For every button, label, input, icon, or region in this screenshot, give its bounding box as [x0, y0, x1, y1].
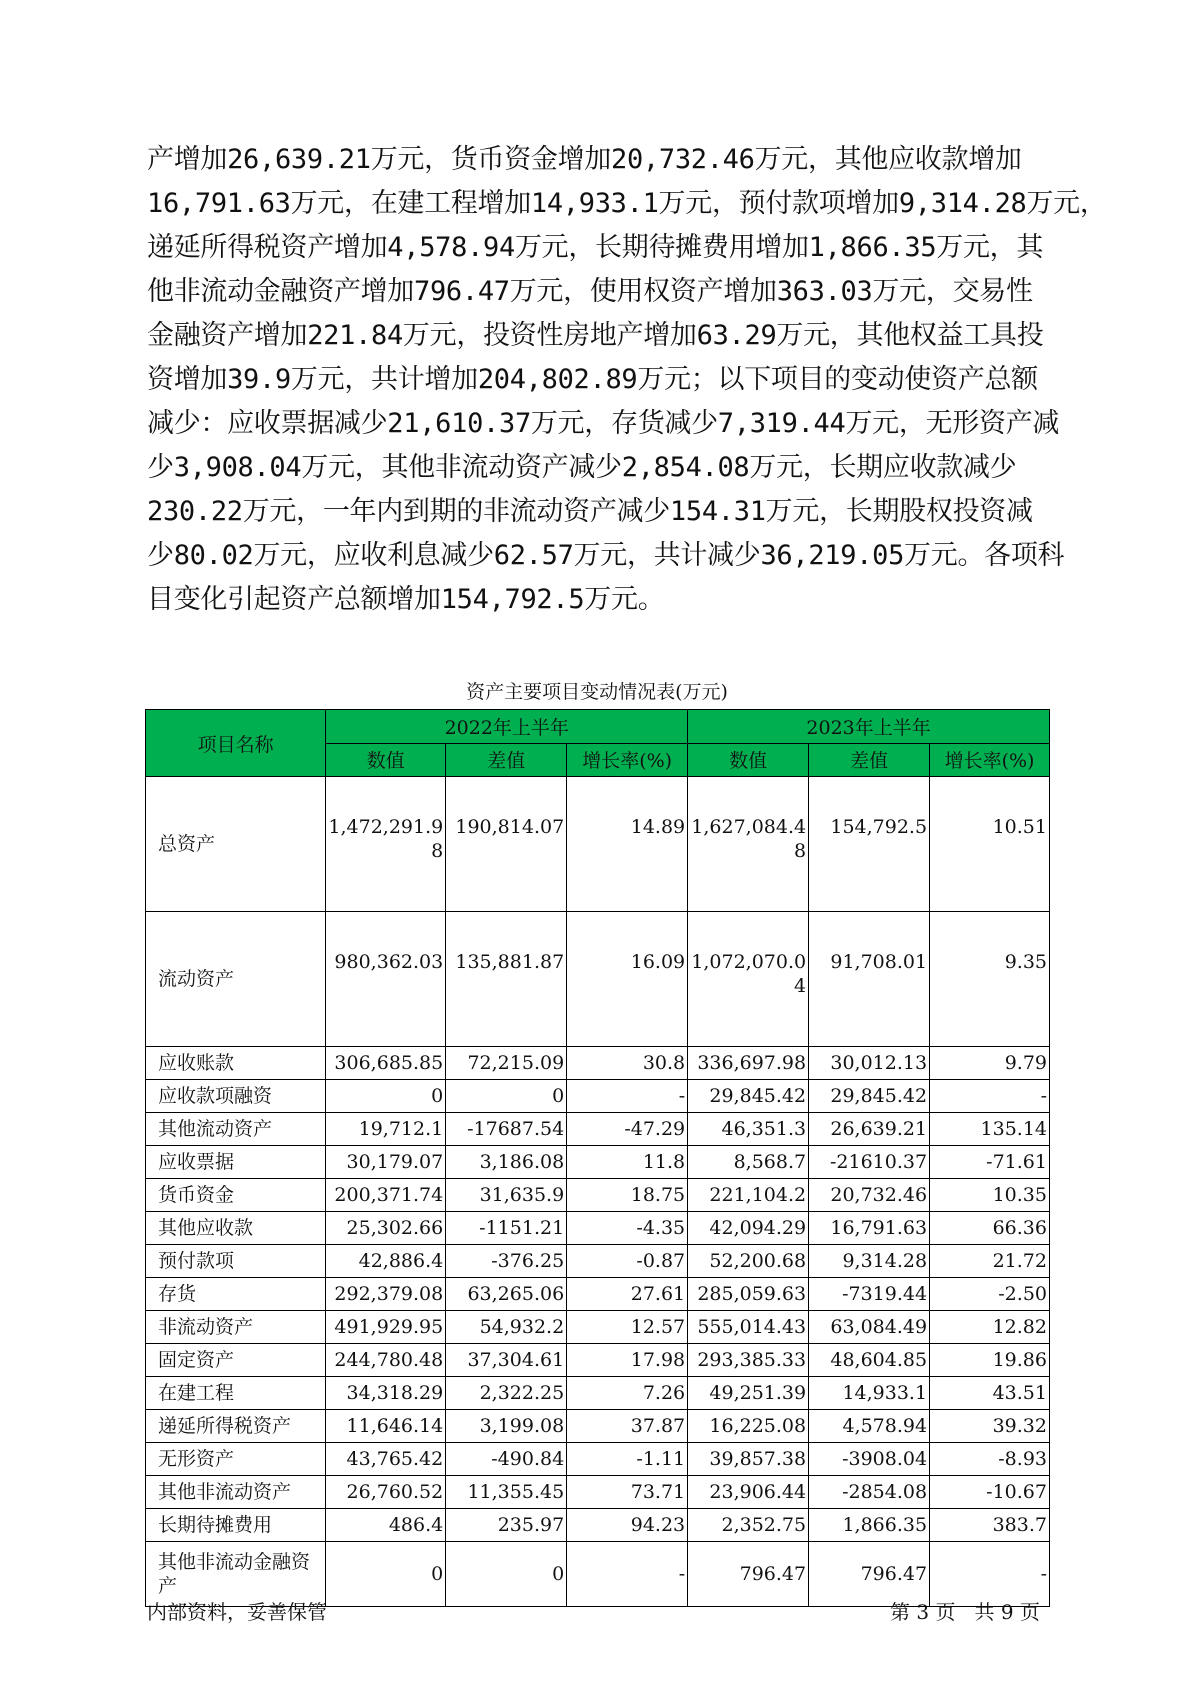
- row-name: 长期待摊费用: [146, 1509, 326, 1542]
- paragraph-line: 产增加26,639.21万元，货币资金增加20,732.46万元，其他应收款增加: [147, 144, 1022, 175]
- header-diff-2022: 差值: [446, 743, 567, 777]
- cell-growth-2022: -47.29: [567, 1113, 688, 1146]
- cell-growth-2022: 7.26: [567, 1377, 688, 1410]
- header-growth-2023: 增长率(%): [930, 743, 1050, 777]
- cell-growth-2022: 14.89: [567, 777, 688, 912]
- cell-growth-2022: 30.8: [567, 1047, 688, 1080]
- cell-growth-2023: 66.36: [930, 1212, 1050, 1245]
- header-period-2023: 2023年上半年: [688, 710, 1050, 744]
- header-period-2022: 2022年上半年: [326, 710, 688, 744]
- cell-growth-2022: 94.23: [567, 1509, 688, 1542]
- cell-diff-2022: 37,304.61: [446, 1344, 567, 1377]
- cell-diff-2023: 48,604.85: [809, 1344, 930, 1377]
- table-row: [146, 1344, 1050, 1377]
- cell-diff-2022: 2,322.25: [446, 1377, 567, 1410]
- row-name: 固定资产: [146, 1344, 326, 1377]
- cell-diff-2022: 11,355.45: [446, 1476, 567, 1509]
- cell-growth-2022: 27.61: [567, 1278, 688, 1311]
- cell-growth-2023: 12.82: [930, 1311, 1050, 1344]
- cell-value-2023: 23,906.44: [688, 1476, 809, 1509]
- cell-value-2022: 26,760.52: [326, 1476, 446, 1509]
- header-value-2023: 数值: [688, 743, 809, 777]
- cell-growth-2023: -: [930, 1080, 1050, 1113]
- row-name: 无形资产: [146, 1443, 326, 1476]
- table-row: [146, 1146, 1050, 1179]
- cell-diff-2022: 54,932.2: [446, 1311, 567, 1344]
- cell-value-2022: 30,179.07: [326, 1146, 446, 1179]
- paragraph-line: 230.22万元，一年内到期的非流动资产减少154.31万元，长期股权投资减: [147, 496, 1033, 527]
- cell-diff-2022: 135,881.87: [446, 912, 567, 1047]
- header-item-name: 项目名称: [146, 710, 326, 777]
- cell-growth-2023: 21.72: [930, 1245, 1050, 1278]
- cell-growth-2022: 12.57: [567, 1311, 688, 1344]
- cell-diff-2022: -376.25: [446, 1245, 567, 1278]
- cell-value-2023: 555,014.43: [688, 1311, 809, 1344]
- row-name: 递延所得税资产: [146, 1410, 326, 1443]
- cell-value-2022: 486.4: [326, 1509, 446, 1542]
- row-name: 应收票据: [146, 1146, 326, 1179]
- cell-value-2022: 0: [326, 1080, 446, 1113]
- cell-diff-2022: -490.84: [446, 1443, 567, 1476]
- paragraph-line: 目变化引起资产总额增加154,792.5万元。: [147, 584, 665, 615]
- cell-value-2023: 29,845.42: [688, 1080, 809, 1113]
- row-name: 其他应收款: [146, 1212, 326, 1245]
- cell-value-2022: 1,472,291.98: [326, 777, 446, 912]
- cell-diff-2022: 190,814.07: [446, 777, 567, 912]
- cell-growth-2023: 10.35: [930, 1179, 1050, 1212]
- row-name: 其他流动资产: [146, 1113, 326, 1146]
- cell-growth-2023: -71.61: [930, 1146, 1050, 1179]
- cell-diff-2022: 3,186.08: [446, 1146, 567, 1179]
- cell-value-2022: 34,318.29: [326, 1377, 446, 1410]
- header-growth-2022: 增长率(%): [567, 743, 688, 777]
- cell-growth-2023: -8.93: [930, 1443, 1050, 1476]
- cell-diff-2022: 235.97: [446, 1509, 567, 1542]
- cell-diff-2022: 72,215.09: [446, 1047, 567, 1080]
- table-row: [146, 1311, 1050, 1344]
- row-name: 其他非流动金融资产: [146, 1542, 326, 1607]
- cell-value-2023: 285,059.63: [688, 1278, 809, 1311]
- cell-diff-2022: 63,265.06: [446, 1278, 567, 1311]
- table-row: [146, 1443, 1050, 1476]
- cell-value-2022: 292,379.08: [326, 1278, 446, 1311]
- cell-diff-2023: 14,933.1: [809, 1377, 930, 1410]
- row-name: 非流动资产: [146, 1311, 326, 1344]
- cell-growth-2023: 19.86: [930, 1344, 1050, 1377]
- table-row: [146, 912, 1050, 1047]
- cell-diff-2022: 3,199.08: [446, 1410, 567, 1443]
- cell-value-2023: 42,094.29: [688, 1212, 809, 1245]
- table-body: [146, 777, 1050, 1607]
- cell-value-2022: 0: [326, 1542, 446, 1607]
- paragraph-line: 递延所得税资产增加4,578.94万元，长期待摊费用增加1,866.35万元，其: [147, 232, 1044, 263]
- paragraph-line: 少3,908.04万元，其他非流动资产减少2,854.08万元，长期应收款减少: [147, 452, 1017, 483]
- cell-diff-2023: 154,792.5: [809, 777, 930, 912]
- cell-diff-2023: 4,578.94: [809, 1410, 930, 1443]
- table-row: [146, 1113, 1050, 1146]
- paragraph-line: 减少：应收票据减少21,610.37万元，存货减少7,319.44万元，无形资产减: [147, 408, 1060, 439]
- cell-growth-2023: 9.35: [930, 912, 1050, 1047]
- row-name: 流动资产: [146, 912, 326, 1047]
- cell-value-2022: 306,685.85: [326, 1047, 446, 1080]
- table-row: [146, 1278, 1050, 1311]
- cell-growth-2022: 18.75: [567, 1179, 688, 1212]
- cell-diff-2023: -7319.44: [809, 1278, 930, 1311]
- row-name: 应收款项融资: [146, 1080, 326, 1113]
- cell-value-2022: 244,780.48: [326, 1344, 446, 1377]
- row-name: 货币资金: [146, 1179, 326, 1212]
- footer-page-number: 第 3 页 共 9 页: [890, 1600, 1040, 1624]
- cell-diff-2023: -2854.08: [809, 1476, 930, 1509]
- body-paragraph: [147, 138, 1107, 622]
- cell-value-2022: 42,886.4: [326, 1245, 446, 1278]
- cell-value-2023: 336,697.98: [688, 1047, 809, 1080]
- cell-growth-2022: 17.98: [567, 1344, 688, 1377]
- paragraph-line: 资增加39.9万元，共计增加204,802.89万元；以下项目的变动使资产总额: [147, 364, 1038, 395]
- table-row: [146, 1245, 1050, 1278]
- cell-growth-2022: -4.35: [567, 1212, 688, 1245]
- cell-diff-2022: 0: [446, 1080, 567, 1113]
- cell-growth-2023: 9.79: [930, 1047, 1050, 1080]
- cell-diff-2023: 9,314.28: [809, 1245, 930, 1278]
- cell-diff-2022: 0: [446, 1542, 567, 1607]
- row-name: 在建工程: [146, 1377, 326, 1410]
- table-row: [146, 1047, 1050, 1080]
- table-row: [146, 777, 1050, 912]
- row-name: 应收账款: [146, 1047, 326, 1080]
- cell-value-2022: 19,712.1: [326, 1113, 446, 1146]
- cell-value-2022: 491,929.95: [326, 1311, 446, 1344]
- cell-diff-2022: -17687.54: [446, 1113, 567, 1146]
- row-name: 其他非流动资产: [146, 1476, 326, 1509]
- cell-value-2022: 25,302.66: [326, 1212, 446, 1245]
- cell-growth-2023: 43.51: [930, 1377, 1050, 1410]
- cell-value-2022: 43,765.42: [326, 1443, 446, 1476]
- cell-growth-2023: -2.50: [930, 1278, 1050, 1311]
- table-caption: 资产主要项目变动情况表(万元): [466, 681, 728, 703]
- cell-value-2023: 52,200.68: [688, 1245, 809, 1278]
- footer-confidential-note: 内部资料，妥善保管: [147, 1600, 327, 1624]
- cell-growth-2022: 37.87: [567, 1410, 688, 1443]
- row-name: 存货: [146, 1278, 326, 1311]
- asset-change-table: [145, 709, 1050, 1607]
- cell-diff-2023: 16,791.63: [809, 1212, 930, 1245]
- cell-value-2023: 46,351.3: [688, 1113, 809, 1146]
- cell-value-2023: 1,072,070.04: [688, 912, 809, 1047]
- cell-value-2023: 796.47: [688, 1542, 809, 1607]
- cell-value-2023: 16,225.08: [688, 1410, 809, 1443]
- cell-value-2022: 11,646.14: [326, 1410, 446, 1443]
- cell-value-2023: 221,104.2: [688, 1179, 809, 1212]
- table-row: [146, 1410, 1050, 1443]
- paragraph-line: 金融资产增加221.84万元，投资性房地产增加63.29万元，其他权益工具投: [147, 320, 1044, 351]
- cell-growth-2022: -1.11: [567, 1443, 688, 1476]
- cell-growth-2022: -0.87: [567, 1245, 688, 1278]
- cell-growth-2023: 135.14: [930, 1113, 1050, 1146]
- cell-growth-2022: 16.09: [567, 912, 688, 1047]
- cell-growth-2022: 11.8: [567, 1146, 688, 1179]
- cell-value-2023: 49,251.39: [688, 1377, 809, 1410]
- cell-value-2023: 8,568.7: [688, 1146, 809, 1179]
- row-name: 预付款项: [146, 1245, 326, 1278]
- cell-diff-2023: 1,866.35: [809, 1509, 930, 1542]
- cell-value-2023: 293,385.33: [688, 1344, 809, 1377]
- cell-diff-2023: -21610.37: [809, 1146, 930, 1179]
- row-name: 总资产: [146, 777, 326, 912]
- cell-growth-2022: -: [567, 1080, 688, 1113]
- table-row: [146, 1080, 1050, 1113]
- header-value-2022: 数值: [326, 743, 446, 777]
- paragraph-line: 少80.02万元，应收利息减少62.57万元，共计减少36,219.05万元。各项科: [147, 540, 1065, 571]
- table-row: [146, 1377, 1050, 1410]
- cell-growth-2022: -: [567, 1542, 688, 1607]
- cell-diff-2023: 63,084.49: [809, 1311, 930, 1344]
- table-row: [146, 1509, 1050, 1542]
- cell-value-2023: 39,857.38: [688, 1443, 809, 1476]
- cell-growth-2023: 10.51: [930, 777, 1050, 912]
- cell-growth-2023: -10.67: [930, 1476, 1050, 1509]
- cell-diff-2023: 796.47: [809, 1542, 930, 1607]
- table-row: [146, 1212, 1050, 1245]
- table-row: [146, 1179, 1050, 1212]
- cell-diff-2023: 20,732.46: [809, 1179, 930, 1212]
- cell-diff-2022: -1151.21: [446, 1212, 567, 1245]
- cell-value-2022: 200,371.74: [326, 1179, 446, 1212]
- cell-value-2023: 1,627,084.48: [688, 777, 809, 912]
- paragraph-line: 16,791.63万元，在建工程增加14,933.1万元，预付款项增加9,314.28万元，: [147, 188, 1107, 219]
- header-diff-2023: 差值: [809, 743, 930, 777]
- table-row: [146, 1476, 1050, 1509]
- cell-diff-2023: 91,708.01: [809, 912, 930, 1047]
- cell-value-2022: 980,362.03: [326, 912, 446, 1047]
- cell-diff-2023: -3908.04: [809, 1443, 930, 1476]
- cell-diff-2023: 29,845.42: [809, 1080, 930, 1113]
- cell-growth-2022: 73.71: [567, 1476, 688, 1509]
- cell-value-2023: 2,352.75: [688, 1509, 809, 1542]
- cell-growth-2023: -: [930, 1542, 1050, 1607]
- cell-growth-2023: 39.32: [930, 1410, 1050, 1443]
- paragraph-line: 他非流动金融资产增加796.47万元，使用权资产增加363.03万元，交易性: [147, 276, 1033, 307]
- cell-diff-2022: 31,635.9: [446, 1179, 567, 1212]
- cell-growth-2023: 383.7: [930, 1509, 1050, 1542]
- cell-diff-2023: 30,012.13: [809, 1047, 930, 1080]
- cell-diff-2023: 26,639.21: [809, 1113, 930, 1146]
